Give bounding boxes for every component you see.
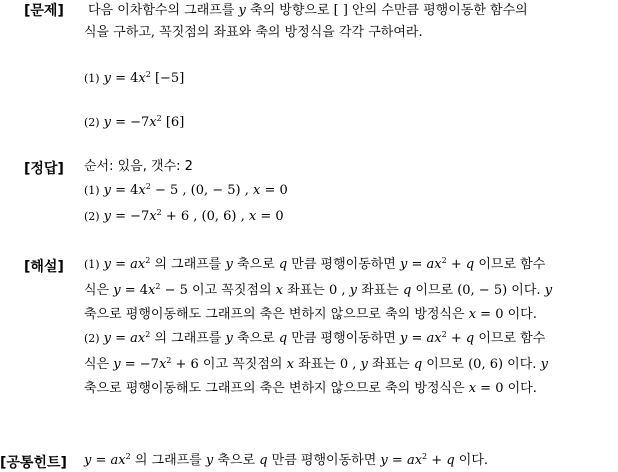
explanation-line-5: 식은 $y = -7x^2 + 6$ 이고 꼭짓점의 x 좌표는 0 , y 좌표는 q 이므로 (0, 6) 이다. y (84, 356, 548, 372)
answer-item-2: (2) $y = -7x^2 + 6$ , (0, 6) , x = 0 (84, 208, 284, 224)
answer-meta: 순서: 있음, 갯수: 2 (84, 159, 193, 174)
answer-item-1: (1) $y = 4x^2 - 5$ , (0, − 5) , x = 0 (84, 182, 288, 198)
explanation-label: [해설] (24, 259, 64, 275)
problem-text-line-2: 식을 구하고, 꼭짓점의 좌표와 축의 방정식을 각각 구하여라. (84, 25, 423, 40)
explanation-line-6: 축으로 평행이동해도 그래프의 축은 변하지 않으므로 축의 방정식은 x = 0 이다. (84, 381, 537, 396)
hint-label: [공통힌트] (0, 455, 67, 471)
problem-text-line-1: 다음 이차함수의 그래프를 y 축의 방향으로 [ ] 안의 수만큼 평행이동한 함수의 (88, 3, 528, 18)
explanation-line-1: (1) $y = ax^2$ 의 그래프를 y 축으로 q 만큼 평행이동하면 $y = ax^2 + q$ 이므로 함수 (84, 256, 546, 272)
problem-item-2: (2) $y = -7x^2$ [6] (84, 114, 185, 130)
problem-item-1: (1) $y = 4x^2$ [−5] (84, 70, 185, 86)
problem-label: [문제] (24, 3, 64, 19)
explanation-line-2: 식은 $y = 4x^2 - 5$ 이고 꼭짓점의 x 좌표는 0 , y 좌표는 q 이므로 (0, − 5) 이다. y (84, 282, 553, 298)
hint-text: $y = ax^2$ 의 그래프를 y 축으로 q 만큼 평행이동하면 $y = ax^2 + q$ 이다. (84, 452, 489, 468)
explanation-line-3: 축으로 평행이동해도 그래프의 축은 변하지 않으므로 축의 방정식은 x = 0 이다. (84, 307, 537, 322)
explanation-line-4: (2) $y = ax^2$ 의 그래프를 y 축으로 q 만큼 평행이동하면 $y = ax^2 + q$ 이므로 함수 (84, 330, 546, 346)
answer-label: [정답] (24, 161, 64, 177)
